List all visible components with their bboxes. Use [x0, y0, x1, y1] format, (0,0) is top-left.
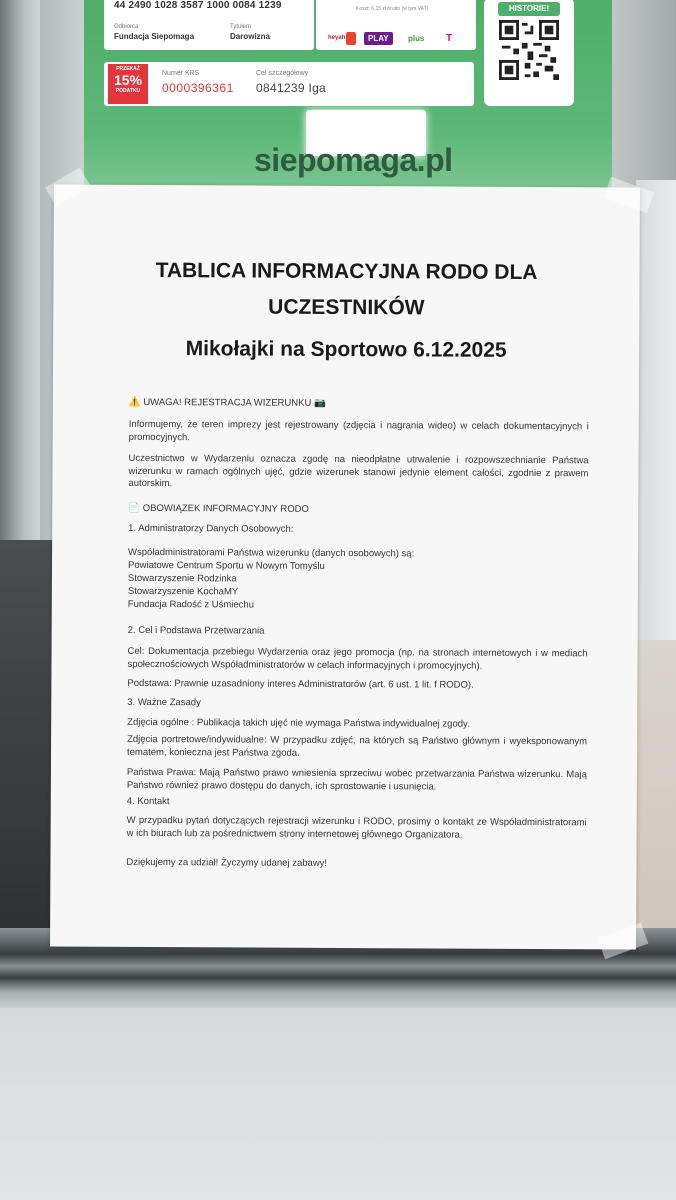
t-mobile-logo: T	[446, 33, 453, 44]
section-3-heading: 3. Ważne Zasady	[127, 696, 201, 709]
goal-label: Cel szczegółowy	[256, 70, 309, 77]
krs-number: 0000396361	[162, 81, 234, 95]
door-lower-panel	[0, 1008, 676, 1200]
event-subtitle: Mikołajki na Sportowo 6.12.2025	[185, 337, 507, 362]
administrator-item: Stowarzyszenie Rodzinka	[127, 572, 237, 585]
closing-thanks: Dziękujemy za udział! Życzymy udanej zabawy!	[126, 856, 328, 869]
processing-goal: Cel: Dokumentacja przebiegu Wydarzenia oraz jego promocja (np. na stronach internetowych i w mediach społecznościowych Współadministratorów w celach informacyjnych i promocyjnych).	[127, 645, 588, 672]
history-label: HISTORIE!	[498, 2, 560, 16]
qr-code-box	[484, 0, 574, 106]
tax-percent-badge	[108, 64, 148, 104]
processing-basis: Podstawa: Prawnie uzasadniony interes Administratorów (art. 6 ust. 1 lit. f RODO).	[127, 677, 474, 691]
administrator-item: Powiatowe Centrum Sportu w Nowym Tomyślu	[127, 559, 325, 572]
administrator-item: Fundacja Radość z Uśmiechu	[127, 598, 255, 611]
rule-general-photos: Zdjęcia ogólne : Publikacja takich ujęć nie wymaga Państwa indywidualnej zgody.	[127, 716, 470, 730]
transfer-title-value: Darowizna	[230, 32, 271, 41]
goal-value: 0841239 Iga	[256, 81, 327, 95]
percent-top-text: PRZEKAŻ	[116, 66, 140, 72]
percent-bottom-text: PODATKU	[115, 88, 141, 94]
administrators-intro: Współadministratorami Państwa wizerunku (danych osobowych) są:	[128, 546, 415, 560]
paragraph-consent: Uczestnictwo w Wydarzeniu oznacza zgodę na nieodpłatne utrwalenie i rozpowszechnianie Państwa wizerunku w ramach ogólnych ujęć, gdzie wizerunek stanowi jedynie element całości, zgodnie z prawem autorskim.	[128, 452, 589, 490]
section-2-heading: 2. Cel i Podstawa Przetwarzania	[127, 624, 265, 637]
sms-cost-note: Koszt: 6,15 zł brutto (w tym VAT)	[356, 6, 429, 12]
transfer-title-label: Tytułem	[230, 24, 252, 30]
contact-text: W przypadku pytań dotyczących rejestracji wizerunku i RODO, prosimy o kontakt ze Współadministratorami w ich biurach lub za pośrednictwem strony internetowej głównego Organizatora.	[126, 814, 587, 841]
krs-label: Numer KRS	[162, 70, 200, 77]
orange-logo	[346, 32, 356, 45]
siepomaga-banner	[84, 0, 612, 190]
play-logo: PLAY	[364, 32, 393, 45]
notice-title-line-2: UCZESTNIKÓW	[268, 295, 425, 320]
rodo-notice-sheet	[50, 184, 640, 949]
warning-heading: ⚠️ UWAGA! REJESTRACJA WIZERUNKU 📷	[128, 396, 326, 409]
rule-portrait-photos: Zdjęcia portretowe/indywidualne: W przypadku zdjęć, na których są Państwo głównym i wyeksponowanym tematem, konieczna jest Państwa zgoda.	[127, 733, 588, 759]
bank-account-box	[104, 0, 314, 50]
administrator-item: Stowarzyszenie KochaMY	[127, 585, 239, 598]
recipient-label: Odbiorca	[114, 24, 139, 30]
tax-krs-box	[104, 62, 474, 106]
duty-heading: 📄 OBOWIĄZEK INFORMACYJNY RODO	[128, 502, 309, 515]
recipient-value: Fundacja Siepomaga	[114, 32, 195, 41]
account-number: 44 2490 1028 3587 1000 0084 1239	[114, 0, 282, 11]
heyah-logo: heyah	[328, 35, 346, 41]
sms-box	[316, 0, 476, 50]
percent-value: 15%	[113, 72, 143, 88]
rule-your-rights: Państwa Prawa: Mają Państwo prawo wniesienia sprzeciwu wobec przetwarzania Państwa wizerunku. Mają Państwo również prawo dostępu do danych, ich sprostowanie i usunięcia.	[126, 766, 587, 792]
paragraph-registration: Informujemy, że teren imprezy jest rejestrowany (zdjęcia i nagrania wideo) w celach dokumentacyjnych i promocyjnych.	[128, 418, 589, 443]
notice-title-line-1: TABLICA INFORMACYJNA RODO DLA	[155, 259, 538, 285]
siepomaga-logo: siepomaga.pl	[254, 142, 453, 178]
qr-code-icon	[499, 20, 559, 80]
section-4-heading: 4. Kontakt	[126, 795, 170, 808]
plus-logo: plus	[408, 34, 425, 43]
section-1-heading: 1. Administratorzy Danych Osobowych:	[128, 522, 294, 535]
